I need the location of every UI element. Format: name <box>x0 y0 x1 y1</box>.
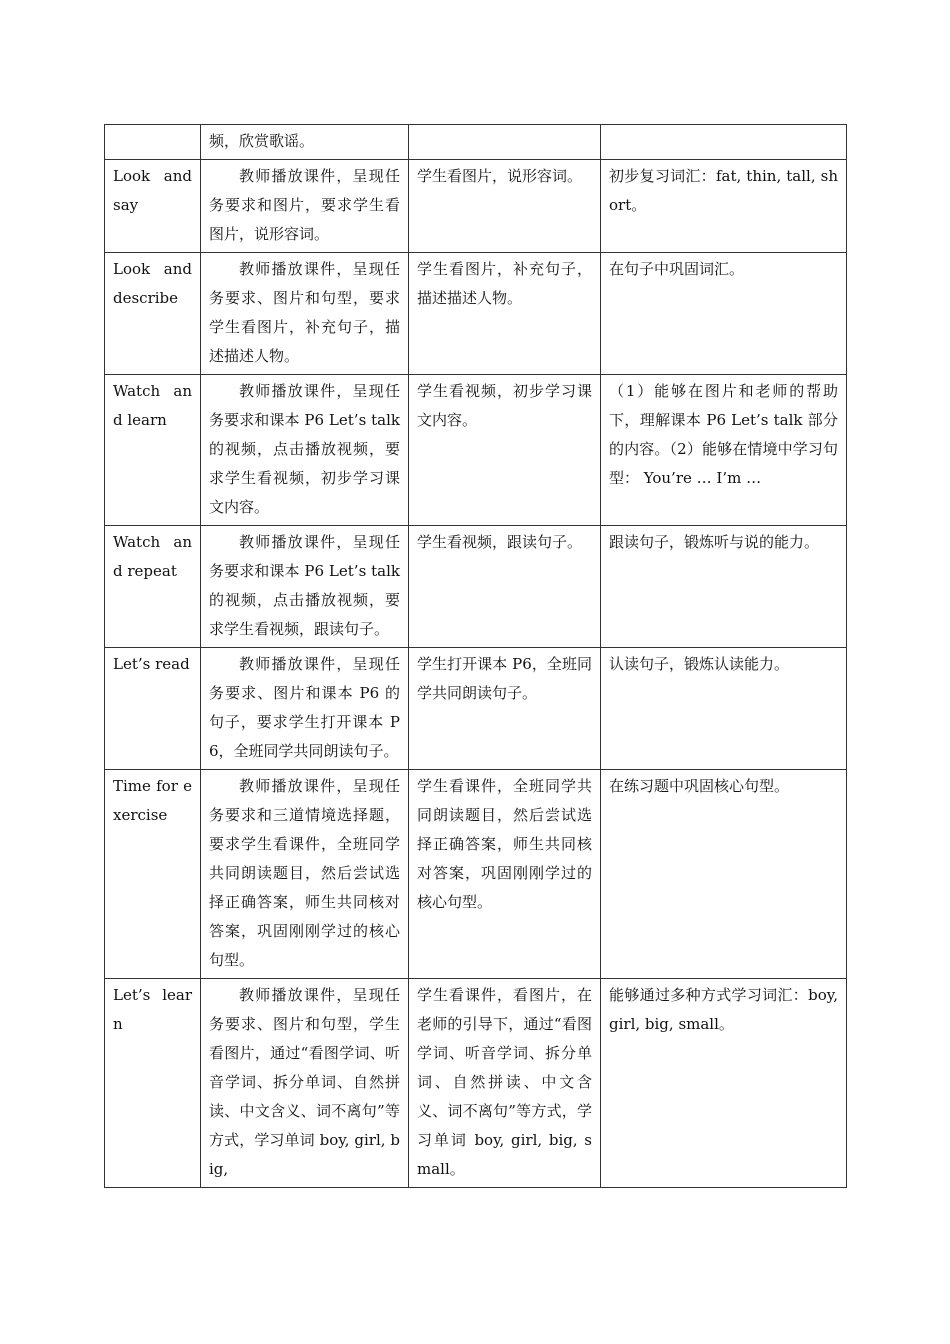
teacher-activity-cell: 教师播放课件，呈现任务要求和图片，要求学生看图片，说形容词。 <box>201 160 409 253</box>
student-activity-cell: 学生打开课本 P6，全班同学共同朗读句子。 <box>409 648 601 770</box>
teacher-activity-cell: 教师播放课件，呈现任务要求、图片和句型，要求学生看图片，补充句子，描述描述人物。 <box>201 253 409 375</box>
table-row <box>105 979 847 1188</box>
step-cell: Watch and repeat <box>105 526 201 648</box>
purpose-cell: 在练习题中巩固核心句型。 <box>601 770 847 979</box>
student-activity-cell: 学生看课件，全班同学共同朗读题目，然后尝试选择正确答案，师生共同核对答案，巩固刚刚学过的核心句型。 <box>409 770 601 979</box>
student-activity-cell: 学生看视频，跟读句子。 <box>409 526 601 648</box>
step-cell: Let’s read <box>105 648 201 770</box>
purpose-cell <box>601 125 847 160</box>
teacher-activity-cell: 教师播放课件，呈现任务要求、图片和句型，学生看图片，通过“看图学词、听音学词、拆分单词、自然拼读、中文含义、词不离句”等方式，学习单词 boy, girl, big, <box>201 979 409 1188</box>
step-cell <box>105 125 201 160</box>
table-row <box>105 375 847 526</box>
teacher-activity-cell: 教师播放课件，呈现任务要求和课本 P6 Let’s talk 的视频，点击播放视频，要求学生看视频，初步学习课文内容。 <box>201 375 409 526</box>
purpose-cell: 初步复习词汇：fat, thin, tall, short。 <box>601 160 847 253</box>
teacher-activity-cell: 教师播放课件，呈现任务要求和三道情境选择题，要求学生看课件，全班同学共同朗读题目，然后尝试选择正确答案，师生共同核对答案，巩固刚刚学过的核心句型。 <box>201 770 409 979</box>
table-row <box>105 648 847 770</box>
purpose-cell: 认读句子，锻炼认读能力。 <box>601 648 847 770</box>
lesson-plan-table <box>104 124 847 1188</box>
purpose-cell: （1）能够在图片和老师的帮助下，理解课本 P6 Let’s talk 部分的内容。（2）能够在情境中学习句型： You’re … I’m … <box>601 375 847 526</box>
student-activity-cell: 学生看图片，说形容词。 <box>409 160 601 253</box>
student-activity-cell: 学生看课件，看图片，在老师的引导下，通过“看图学词、听音学词、拆分单词、自然拼读、中文含义、词不离句”等方式，学习单词 boy, girl, big, small。 <box>409 979 601 1188</box>
teacher-activity-cell: 教师播放课件，呈现任务要求、图片和课本 P6 的句子，要求学生打开课本 P6，全班同学共同朗读句子。 <box>201 648 409 770</box>
student-activity-cell <box>409 125 601 160</box>
table-row <box>105 160 847 253</box>
purpose-cell: 在句子中巩固词汇。 <box>601 253 847 375</box>
table-row <box>105 526 847 648</box>
teacher-activity-cell: 教师播放课件，呈现任务要求和课本 P6 Let’s talk 的视频，点击播放视频，要求学生看视频，跟读句子。 <box>201 526 409 648</box>
student-activity-cell: 学生看图片，补充句子，描述描述人物。 <box>409 253 601 375</box>
step-cell: Let’s learn <box>105 979 201 1188</box>
student-activity-cell: 学生看视频，初步学习课文内容。 <box>409 375 601 526</box>
teacher-activity-cell: 频，欣赏歌谣。 <box>201 125 409 160</box>
purpose-cell: 能够通过多种方式学习词汇：boy, girl, big, small。 <box>601 979 847 1188</box>
table-row <box>105 253 847 375</box>
step-cell: Look and describe <box>105 253 201 375</box>
step-cell: Look and say <box>105 160 201 253</box>
step-cell: Watch and learn <box>105 375 201 526</box>
table-row <box>105 770 847 979</box>
table-row <box>105 125 847 160</box>
step-cell: Time for exercise <box>105 770 201 979</box>
purpose-cell: 跟读句子，锻炼听与说的能力。 <box>601 526 847 648</box>
